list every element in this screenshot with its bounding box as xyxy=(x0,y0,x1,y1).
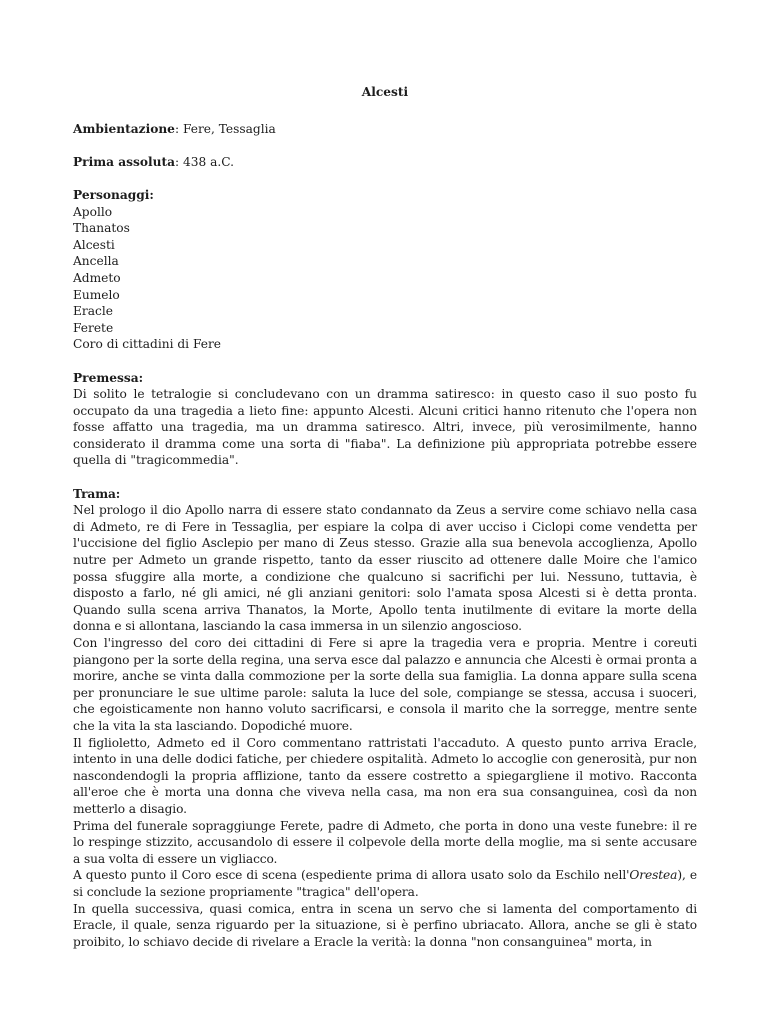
character-item: Admeto xyxy=(73,270,121,285)
character-item: Coro di cittadini di Fere xyxy=(73,337,221,352)
character-item: Ancella xyxy=(73,254,119,269)
premise-section xyxy=(73,370,697,470)
premiere-label: Prima assoluta xyxy=(73,154,176,169)
plot-paragraph: Il figlioletto, Admeto ed il Coro commentano rattristati l'accaduto. A questo punto arriva Eracle, intento in una delle dodici fatiche, per chiedere ospitalità. Admeto lo accoglie con generosità, pur non nascondendogli la propria afflizione, tanto da essere costretto a spiegargliene il motivo. Racconta all'eroe che è morta una donna che viveva nella casa, ma non era sua consanguinea, così da non metterlo a disagio. xyxy=(73,735,697,816)
premiere-value: 438 a.C. xyxy=(183,154,235,169)
document-title: Alcesti xyxy=(361,85,409,99)
characters-heading: Personaggi: xyxy=(73,187,154,202)
plot-paragraph xyxy=(73,867,697,900)
work-title: Orestea xyxy=(629,868,678,883)
character-item: Eumelo xyxy=(73,287,120,302)
plot-paragraph: Nel prologo il dio Apollo narra di essere stato condannato da Zeus a servire come schiavo nella casa di Admeto, re di Fere in Tessaglia, per espiare la colpa di aver ucciso i Ciclopi come vendetta per l'uccisione del figlio Asclepio per mano di Zeus stesso. Grazie alla sua benevola accoglienza, Apollo nutre per Admeto un grande rispetto, tanto da esser riuscito ad ottenere dalle Moire che l'amico possa sfuggire alla morte, a condizione che qualcuno si sacrifichi per lui. Nessuno, tuttavia, è disposto a farlo, né gli amici, né gli anziani genitori: solo l'amata sposa Alcesti si è detta pronta. Quando sulla scena arriva Thanatos, la Morte, Apollo tenta inutilmente di evitare la morte della donna e si allontana, lasciando la casa immersa in un silenzio angoscioso. xyxy=(73,503,697,634)
plot-paragraph: Con l'ingresso del coro dei cittadini di Fere si apre la tragedia vera e propria. Mentre i coreuti piangono per la sorte della regina, una serva esce dal palazzo e annuncia che Alcesti è ormai pronta a morire, anche se vinta dalla commozione per la sorte della sua famiglia. La donna appare sulla scena per pronunciare le sue ultime parole: saluta la luce del sole, compiange se stessa, accusa i suoceri, che egoisticamente non hanno voluto sacrificarsi, e consola il marito che la sorregge, mentre sente che la vita la sta lasciando. Dopodiché muore. xyxy=(73,636,697,733)
plot-text: ), e si conclude la sezione propriamente "tragica" dell'opera. xyxy=(73,868,697,899)
plot-section xyxy=(73,486,697,951)
plot-text: A questo punto il Coro esce di scena (espediente prima di allora usato solo da Eschilo nell' xyxy=(73,868,630,883)
character-item: Eracle xyxy=(73,304,113,319)
premiere-line: Prima assoluta: 438 a.C. xyxy=(73,154,235,169)
character-item: Thanatos xyxy=(73,221,130,236)
setting-value: Fere, Tessaglia xyxy=(182,121,276,136)
characters-list xyxy=(73,204,697,353)
plot-paragraph: In quella successiva, quasi comica, entra in scena un servo che si lamenta del comportamento di Eracle, il quale, senza riguardo per la situazione, si è perfino ubriacato. Allora, anche se gli è stato proibito, lo schiavo decide di rivelare a Eracle la verità: la donna "non consanguinea" morta, in xyxy=(73,901,697,949)
premise-heading: Premessa: xyxy=(73,370,144,385)
plot-paragraph: Prima del funerale sopraggiunge Ferete, padre di Admeto, che porta in dono una veste funebre: il re lo respinge stizzito, accusandolo di essere il colpevole della morte della moglie, ma si sente accusare a sua volta di essere un vigliacco. xyxy=(73,818,697,866)
premise-paragraph: Di solito le tetralogie si concludevano con un dramma satiresco: in questo caso il suo posto fu occupato da una tragedia a lieto fine: appunto Alcesti. Alcuni critici hanno ritenuto che l'opera non fosse affatto una tragedia, ma un dramma satiresco. Altri, invece, più verosimilmente, hanno considerato il dramma come una sorta di "fiaba". La definizione più appropriata potrebbe essere quella di "tragicommedia". xyxy=(73,387,697,468)
character-item: Ferete xyxy=(73,320,114,335)
plot-heading: Trama: xyxy=(73,486,121,501)
setting-line: Ambientazione: Fere, Tessaglia xyxy=(73,121,276,136)
setting-label: Ambientazione xyxy=(73,121,175,136)
character-item: Alcesti xyxy=(73,237,115,252)
character-item: Apollo xyxy=(73,204,113,219)
characters-section xyxy=(73,187,697,353)
